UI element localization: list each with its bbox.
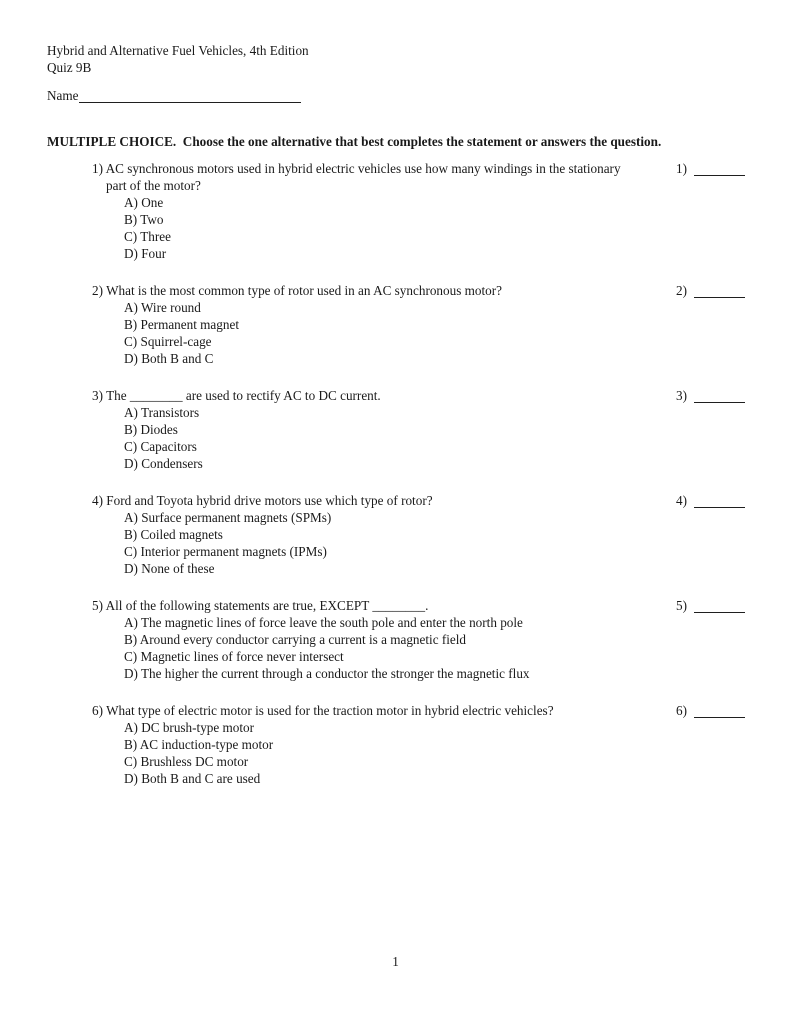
option-text: Three	[140, 229, 171, 244]
questions-list	[47, 160, 746, 787]
option-c	[124, 648, 676, 665]
option-text: One	[141, 195, 164, 210]
option-d	[124, 350, 676, 367]
option-text: The higher the current through a conductor the stronger the magnetic flux	[140, 666, 530, 681]
option-b	[124, 631, 676, 648]
question-main	[92, 160, 676, 262]
question-text	[92, 160, 632, 194]
answer-number: 5)	[676, 598, 687, 613]
option-letter: A)	[124, 405, 138, 420]
answer-line	[694, 717, 745, 718]
option-letter: C)	[124, 439, 138, 454]
option-text: Coiled magnets	[140, 527, 223, 542]
answer-blank	[676, 387, 746, 404]
question-text	[92, 597, 632, 614]
option-text: Brushless DC motor	[140, 754, 249, 769]
answer-number: 3)	[676, 388, 687, 403]
question-prompt: All of the following statements are true, EXCEPT ________.	[105, 598, 429, 613]
option-b	[124, 736, 676, 753]
answer-blank	[676, 492, 746, 509]
option-d	[124, 770, 676, 787]
option-a	[124, 194, 676, 211]
option-c	[124, 753, 676, 770]
option-text: Both B and C are used	[141, 771, 261, 786]
options-list	[124, 194, 676, 262]
option-text: DC brush-type motor	[141, 720, 255, 735]
option-c	[124, 438, 676, 455]
answer-number: 6)	[676, 703, 687, 718]
question-number: 1)	[92, 161, 103, 176]
question-text	[92, 282, 632, 299]
option-letter: B)	[124, 317, 138, 332]
question-prompt: AC synchronous motors used in hybrid electric vehicles use how many windings in the stationary part of the motor?	[105, 161, 621, 193]
answer-blank	[676, 702, 746, 719]
option-text: Transistors	[140, 405, 200, 420]
answer-blank	[676, 282, 746, 299]
option-letter: B)	[124, 632, 138, 647]
option-b	[124, 316, 676, 333]
answer-blank	[676, 160, 746, 177]
answer-line	[694, 402, 745, 403]
option-a	[124, 299, 676, 316]
question-block-2	[92, 282, 746, 367]
options-list	[124, 509, 676, 577]
option-d	[124, 245, 676, 262]
question-text	[92, 492, 632, 509]
option-letter: C)	[124, 649, 138, 664]
option-b	[124, 526, 676, 543]
option-letter: A)	[124, 720, 138, 735]
option-d	[124, 665, 676, 682]
options-list	[124, 299, 676, 367]
option-letter: C)	[124, 544, 138, 559]
question-main	[92, 387, 676, 472]
option-a	[124, 509, 676, 526]
answer-blank	[676, 597, 746, 614]
question-text	[92, 702, 632, 719]
option-letter: D)	[124, 246, 138, 261]
options-list	[124, 404, 676, 472]
option-a	[124, 719, 676, 736]
name-row	[47, 87, 746, 104]
question-block-1	[92, 160, 746, 262]
document-subtitle: Quiz 9B	[47, 60, 92, 75]
option-text: Magnetic lines of force never intersect	[140, 649, 344, 664]
option-b	[124, 421, 676, 438]
option-letter: A)	[124, 195, 138, 210]
option-letter: D)	[124, 351, 138, 366]
option-c	[124, 228, 676, 245]
option-d	[124, 455, 676, 472]
answer-line	[694, 297, 745, 298]
option-text: The magnetic lines of force leave the south pole and enter the north pole	[140, 615, 523, 630]
name-blank-line	[79, 102, 301, 103]
option-text: Interior permanent magnets (IPMs)	[140, 544, 327, 559]
question-prompt: Ford and Toyota hybrid drive motors use which type of rotor?	[106, 493, 433, 508]
question-text	[92, 387, 632, 404]
option-text: Both B and C	[141, 351, 214, 366]
option-text: Permanent magnet	[140, 317, 239, 332]
option-text: Squirrel-cage	[140, 334, 212, 349]
option-text: Four	[141, 246, 167, 261]
option-letter: D)	[124, 456, 138, 471]
document-header	[47, 42, 746, 76]
option-text: None of these	[141, 561, 215, 576]
option-letter: C)	[124, 754, 138, 769]
question-block-6	[92, 702, 746, 787]
instructions: MULTIPLE CHOICE. Choose the one alternative that best completes the statement or answers the question.	[47, 134, 662, 149]
answer-number: 1)	[676, 161, 687, 176]
option-c	[124, 543, 676, 560]
question-number: 6)	[92, 703, 103, 718]
question-prompt: The ________ are used to rectify AC to DC current.	[106, 388, 381, 403]
option-letter: C)	[124, 334, 138, 349]
option-letter: D)	[124, 561, 138, 576]
option-letter: D)	[124, 771, 138, 786]
option-letter: A)	[124, 300, 138, 315]
option-text: Condensers	[141, 456, 203, 471]
question-main	[92, 282, 676, 367]
option-d	[124, 560, 676, 577]
option-c	[124, 333, 676, 350]
option-text: Two	[140, 212, 164, 227]
answer-line	[694, 507, 745, 508]
document-title: Hybrid and Alternative Fuel Vehicles, 4th Edition	[47, 43, 309, 58]
option-a	[124, 614, 676, 631]
answer-number: 2)	[676, 283, 687, 298]
question-number: 4)	[92, 493, 103, 508]
option-letter: C)	[124, 229, 138, 244]
option-text: Wire round	[140, 300, 201, 315]
question-block-4	[92, 492, 746, 577]
option-text: Diodes	[140, 422, 178, 437]
question-main	[92, 702, 676, 787]
option-b	[124, 211, 676, 228]
option-letter: B)	[124, 737, 138, 752]
question-main	[92, 597, 676, 682]
option-letter: B)	[124, 527, 138, 542]
question-number: 5)	[92, 598, 103, 613]
option-text: Surface permanent magnets (SPMs)	[141, 510, 332, 525]
page-number: 1	[392, 954, 399, 969]
question-number: 2)	[92, 283, 103, 298]
option-letter: B)	[124, 212, 138, 227]
options-list	[124, 719, 676, 787]
option-a	[124, 404, 676, 421]
option-letter: B)	[124, 422, 138, 437]
option-text: Capacitors	[140, 439, 197, 454]
question-number: 3)	[92, 388, 103, 403]
option-text: Around every conductor carrying a current is a magnetic field	[139, 632, 467, 647]
question-prompt: What is the most common type of rotor used in an AC synchronous motor?	[106, 283, 502, 298]
option-text: AC induction-type motor	[139, 737, 274, 752]
option-letter: A)	[124, 510, 138, 525]
name-label: Name	[47, 88, 79, 103]
answer-number: 4)	[676, 493, 687, 508]
options-list	[124, 614, 676, 682]
answer-line	[694, 175, 745, 176]
option-letter: A)	[124, 615, 138, 630]
question-prompt: What type of electric motor is used for the traction motor in hybrid electric vehicles?	[106, 703, 554, 718]
answer-line	[694, 612, 745, 613]
question-block-5	[92, 597, 746, 682]
option-letter: D)	[124, 666, 138, 681]
question-block-3	[92, 387, 746, 472]
question-main	[92, 492, 676, 577]
